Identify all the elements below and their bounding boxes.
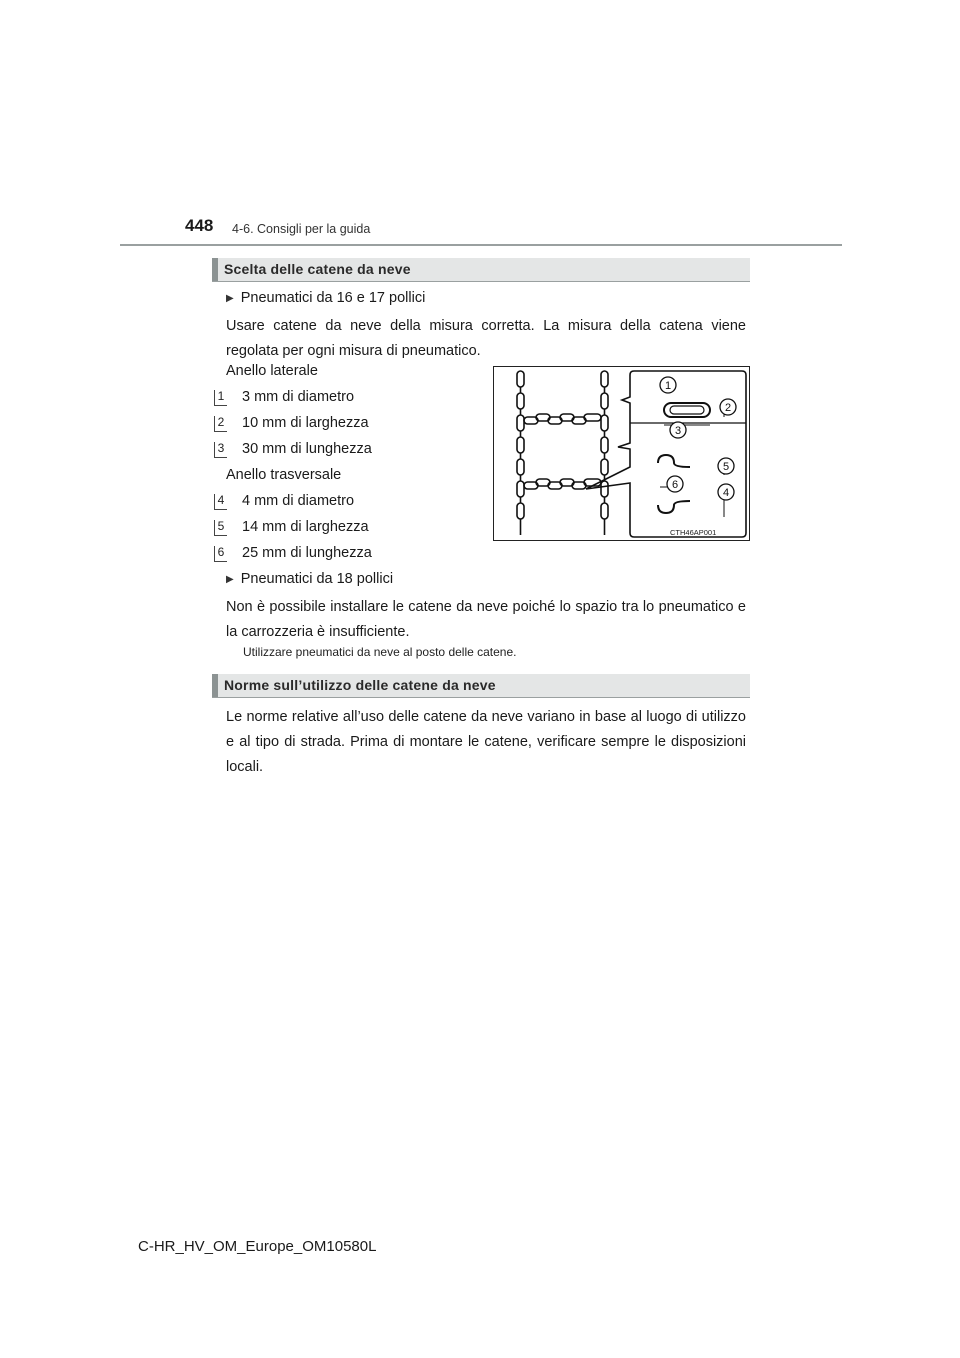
rules-paragraph: Le norme relative all’uso delle catene da neve variano in base al luogo di utilizzo e al tipo di strada. Prima di montare le catene, verificare sempre le disposizioni locali. xyxy=(226,709,746,775)
callout-label: 5 xyxy=(722,461,730,473)
cross-ring-detail xyxy=(658,455,690,467)
section-heading-accent xyxy=(212,258,218,281)
spec-item xyxy=(214,545,372,562)
section-heading-accent xyxy=(212,674,218,697)
section-heading-snow-chains-choice xyxy=(212,258,750,282)
spec-item-text: 10 mm di larghezza xyxy=(242,415,369,431)
callout-label: 1 xyxy=(664,380,672,392)
spec-item xyxy=(214,389,354,406)
side-ring-detail xyxy=(664,403,710,417)
callout-label: 4 xyxy=(722,487,730,499)
vertical-chain-right xyxy=(601,371,608,535)
bullet-tyres-16-17 xyxy=(226,290,425,306)
spec-item xyxy=(214,415,369,432)
triangle-right-icon: ▶ xyxy=(226,293,234,304)
document-code: C-HR_HV_OM_Europe_OM10580L xyxy=(138,1238,377,1255)
corner-number-icon: 6 xyxy=(214,546,227,562)
vertical-chain-left xyxy=(517,371,524,535)
corner-number-icon: 1 xyxy=(214,390,227,406)
spec-item-text: 3 mm di diametro xyxy=(242,389,355,405)
horizontal-chain-top xyxy=(524,414,601,424)
callout-label: 2 xyxy=(724,402,732,414)
spec-item xyxy=(214,493,354,510)
bullet-text: Pneumatici da 18 pollici xyxy=(240,571,394,587)
figure-code: CTH46AP001 xyxy=(670,528,717,537)
spec-item-text: 4 mm di diametro xyxy=(242,493,355,509)
callout-label: 3 xyxy=(674,425,682,437)
snow-chain-diagram xyxy=(494,367,749,540)
triangle-right-icon: ▶ xyxy=(226,574,234,585)
page-number: 448 xyxy=(185,216,214,235)
header-divider xyxy=(120,244,842,246)
spec-item-text: 30 mm di lunghezza xyxy=(242,441,372,457)
spec-item xyxy=(214,519,369,536)
no-chains-paragraph: Non è possibile installare le catene da neve poiché lo spazio tra lo pneumatico e la carrozzeria è insufficiente. xyxy=(226,599,746,640)
corner-number-icon: 4 xyxy=(214,494,227,510)
callout-label: 6 xyxy=(671,479,679,491)
bullet-tyres-18 xyxy=(226,571,393,587)
spec-item-text: 25 mm di lunghezza xyxy=(242,545,372,561)
side-ring-label: Anello laterale xyxy=(226,363,318,379)
snow-chain-figure xyxy=(493,366,750,541)
intro-paragraph: Usare catene da neve della misura corretta. La misura della catena viene regolata per ogni misura di pneumatico. xyxy=(226,318,746,359)
corner-number-icon: 3 xyxy=(214,442,227,458)
section-heading-text: Scelta delle catene da neve xyxy=(224,261,411,277)
section-heading-text: Norme sull’utilizzo delle catene da neve xyxy=(224,677,496,693)
section-heading-snow-chains-rules xyxy=(212,674,750,698)
note-text: Utilizzare pneumatici da neve al posto delle catene. xyxy=(243,645,517,659)
section-path: 4-6. Consigli per la guida xyxy=(232,222,371,236)
spec-item-text: 14 mm di larghezza xyxy=(242,519,369,535)
corner-number-icon: 2 xyxy=(214,416,227,432)
cross-ring-label: Anello trasversale xyxy=(226,467,342,483)
bullet-text: Pneumatici da 16 e 17 pollici xyxy=(240,290,426,306)
spec-item xyxy=(214,441,372,458)
corner-number-icon: 5 xyxy=(214,520,227,536)
